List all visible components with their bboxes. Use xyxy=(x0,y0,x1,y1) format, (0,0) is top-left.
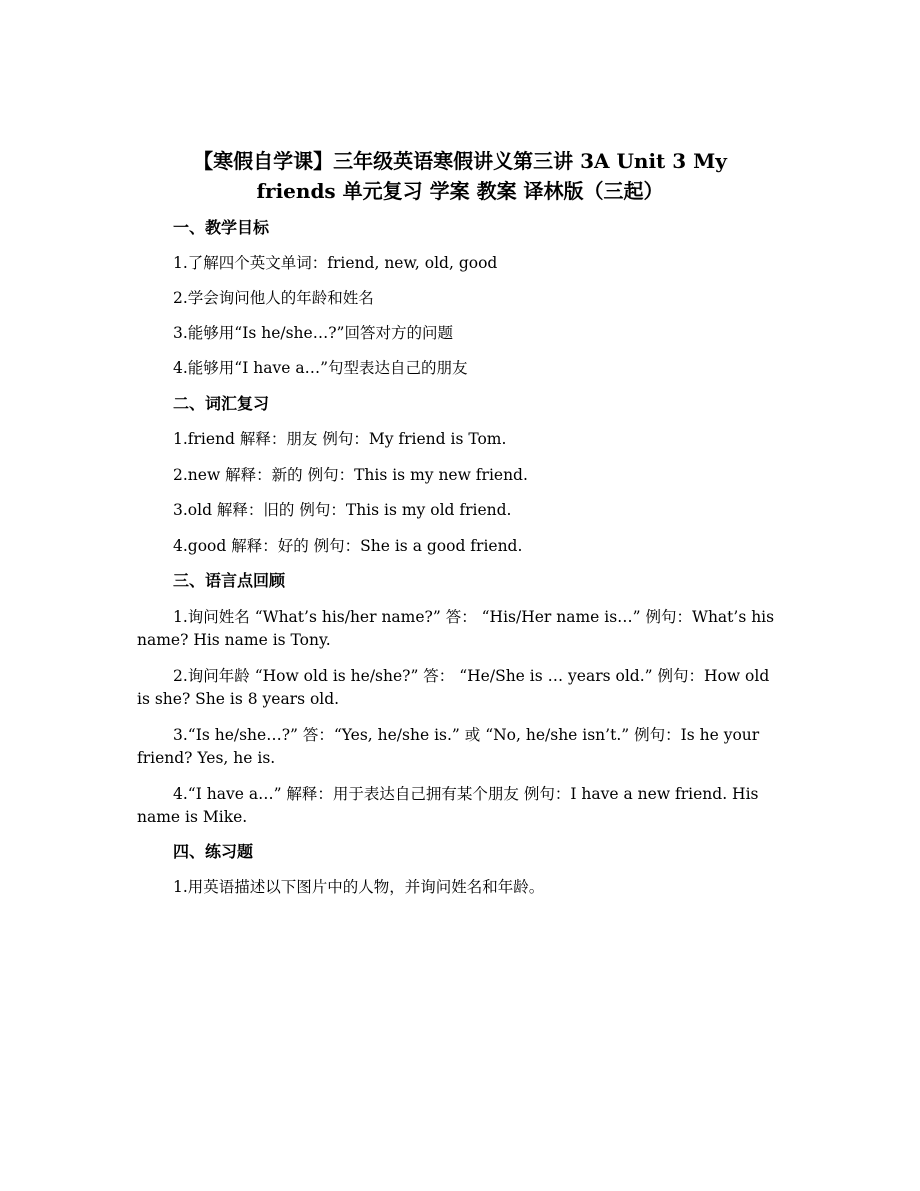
document-title xyxy=(0,146,920,206)
vocabulary-item: 3.old 解释：旧的 例句：This is my old friend. xyxy=(173,501,512,519)
exercise-item: 1.用英语描述以下图片中的人物，并询问姓名和年龄。 xyxy=(173,878,545,896)
section-heading-objectives: 一、教学目标 xyxy=(173,218,270,237)
section-heading-vocabulary: 二、词汇复习 xyxy=(173,394,270,413)
objective-item: 1.了解四个英文单词：friend, new, old, good xyxy=(173,254,498,272)
vocabulary-item: 1.friend 解释：朋友 例句：My friend is Tom. xyxy=(173,430,507,448)
language-point-item: 2.询问年龄 “How old is he/she?” 答： “He/She is … years old.” 例句：How old is she? She is 8 years old. xyxy=(137,667,770,708)
title-line-1: 【寒假自学课】三年级英语寒假讲义第三讲 3A Unit 3 My xyxy=(193,149,727,173)
section-heading-exercises: 四、练习题 xyxy=(173,842,254,861)
vocabulary-item: 2.new 解释：新的 例句：This is my new friend. xyxy=(173,466,528,484)
objective-item: 3.能够用“Is he/she…?”回答对方的问题 xyxy=(173,324,453,342)
vocabulary-item: 4.good 解释：好的 例句：She is a good friend. xyxy=(173,537,523,555)
language-point-item: 1.询问姓名 “What’s his/her name?” 答： “His/Her name is…” 例句：What’s his name? His name is Tony. xyxy=(137,608,775,649)
title-line-2: friends 单元复习 学案 教案 译林版（三起） xyxy=(256,179,664,203)
language-point-item: 4.“I have a…” 解释：用于表达自己拥有某个朋友 例句：I have a new friend. His name is Mike. xyxy=(137,785,759,826)
language-point-item: 3.“Is he/she…?” 答：“Yes, he/she is.” 或 “No, he/she isn’t.” 例句：Is he your friend? Yes, he is. xyxy=(137,726,760,767)
objective-item: 2.学会询问他人的年龄和姓名 xyxy=(173,289,374,307)
section-heading-language-points: 三、语言点回顾 xyxy=(173,571,286,590)
objective-item: 4.能够用“I have a…”句型表达自己的朋友 xyxy=(173,359,468,377)
